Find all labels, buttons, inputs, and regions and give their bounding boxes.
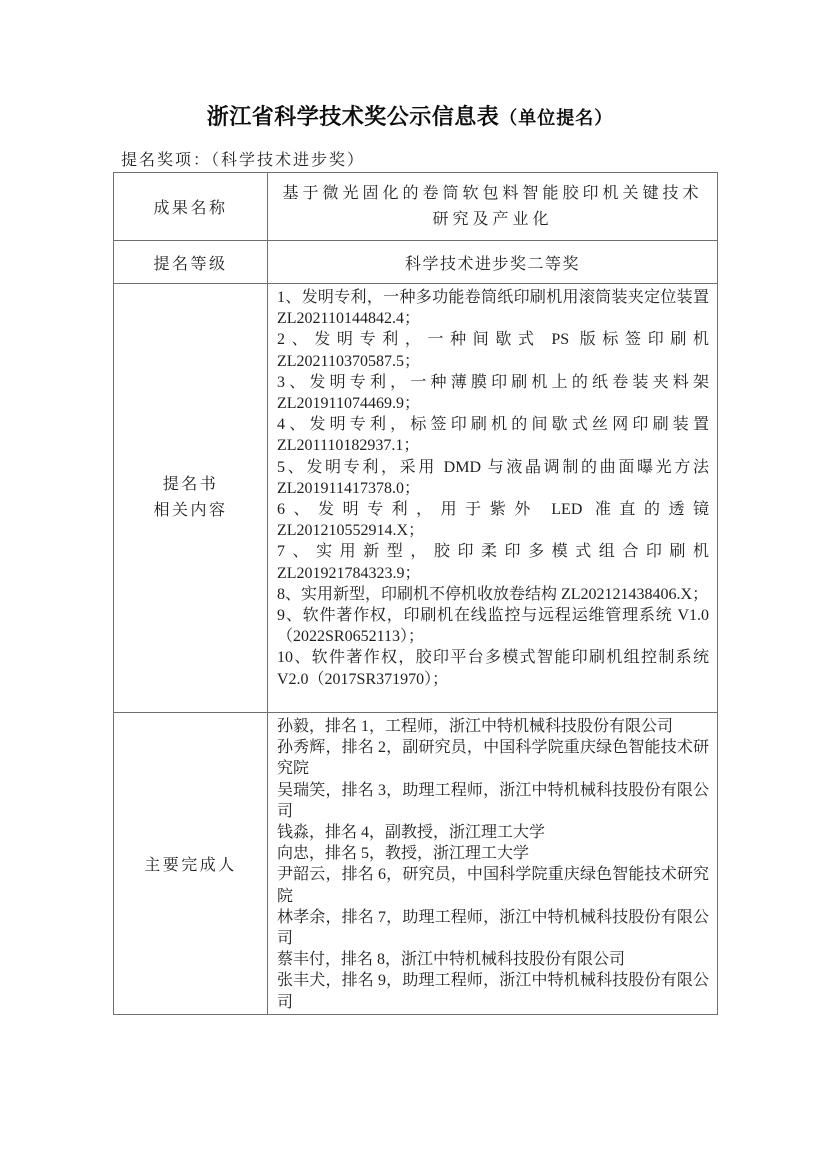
- table-row-nomination-content: [114, 284, 718, 713]
- page-title-paren: （单位提名）: [499, 108, 614, 128]
- nomination-content-label: [114, 284, 268, 713]
- result-name-label: 成果名称: [114, 173, 268, 241]
- nomination-award-line: 提名奖项：（科学技术进步奖）: [121, 152, 366, 169]
- completer-item: 尹韶云，排名 6，研究员，中国科学院重庆绿色智能技术研究院: [277, 866, 709, 905]
- completer-item: 孙毅，排名 1，工程师，浙江中特机械科技股份有限公司: [277, 718, 674, 735]
- patent-item: 4、发明专利，标签印刷机的间歇式丝网印刷装置 ZL201110182937.1；: [277, 416, 709, 455]
- patent-item: 2、发明专利，一种间歇式 PS 版标签印刷机 ZL202110370587.5；: [277, 331, 709, 370]
- award-level-value: 科学技术进步奖二等奖: [404, 255, 580, 273]
- patent-item: 6、发明专利，用于紫外 LED 准直的透镜 ZL201210552914.X；: [277, 501, 709, 540]
- table-row-result-name: [114, 173, 718, 241]
- nomination-content-label-line2: 相关内容: [153, 502, 228, 519]
- patent-item: 3、发明专利，一种薄膜印刷机上的纸卷装夹料架 ZL201911074469.9；: [277, 373, 709, 413]
- award-level-label: 提名等级: [114, 241, 268, 284]
- nomination-content-label-line1: 提名书: [162, 476, 219, 493]
- completer-item: 蔡丰付，排名 8，浙江中特机械科技股份有限公司: [277, 951, 626, 969]
- patent-item: 9、软件著作权，印刷机在线监控与远程运维管理系统 V1.0（2022SR0652113）；: [277, 607, 709, 646]
- completer-item: 张丰犬，排名 9，助理工程师，浙江中特机械科技股份有限公司: [277, 972, 709, 1011]
- completer-item: 向忠，排名 5，教授，浙江理工大学: [277, 845, 530, 863]
- patent-item: 10、软件著作权，胶印平台多模式智能印刷机组控制系统 V2.0（2017SR371970）；: [277, 649, 709, 688]
- award-info-table: [113, 172, 718, 1015]
- patent-item: 8、实用新型，印刷机不停机收放卷结构 ZL202121438406.X；: [277, 585, 709, 603]
- table-row-award-level: [114, 241, 718, 284]
- page-title: [0, 100, 820, 131]
- result-name-value: 基于微光固化的卷筒软包料智能胶印机关键技术研究及产业化: [282, 184, 703, 228]
- completer-item: 林孝余，排名 7，助理工程师，浙江中特机械科技股份有限公司: [277, 908, 709, 948]
- patent-item: 7、实用新型，胶印柔印多模式组合印刷机 ZL201921784323.9；: [277, 543, 709, 582]
- table-row-main-completers: [114, 713, 718, 1015]
- completer-item: 吴瑞笑，排名 3，助理工程师，浙江中特机械科技股份有限公司: [277, 781, 709, 820]
- nomination-content-list: [268, 284, 718, 713]
- completer-item: 孙秀辉，排名 2，副研究员，中国科学院重庆绿色智能技术研究院: [277, 739, 709, 778]
- main-completers-label: 主要完成人: [114, 713, 268, 1015]
- main-completers-list: [268, 713, 718, 1015]
- page-title-main: 浙江省科学技术奖公示信息表: [206, 104, 500, 129]
- patent-item: 1、发明专利，一种多功能卷筒纸印刷机用滚筒装夹定位装置 ZL202110144842.4；: [277, 289, 709, 328]
- patent-item: 5、发明专利，采用 DMD 与液晶调制的曲面曝光方法 ZL201911417378.0；: [277, 458, 709, 497]
- completer-item: 钱淼，排名 4，副教授，浙江理工大学: [277, 824, 546, 842]
